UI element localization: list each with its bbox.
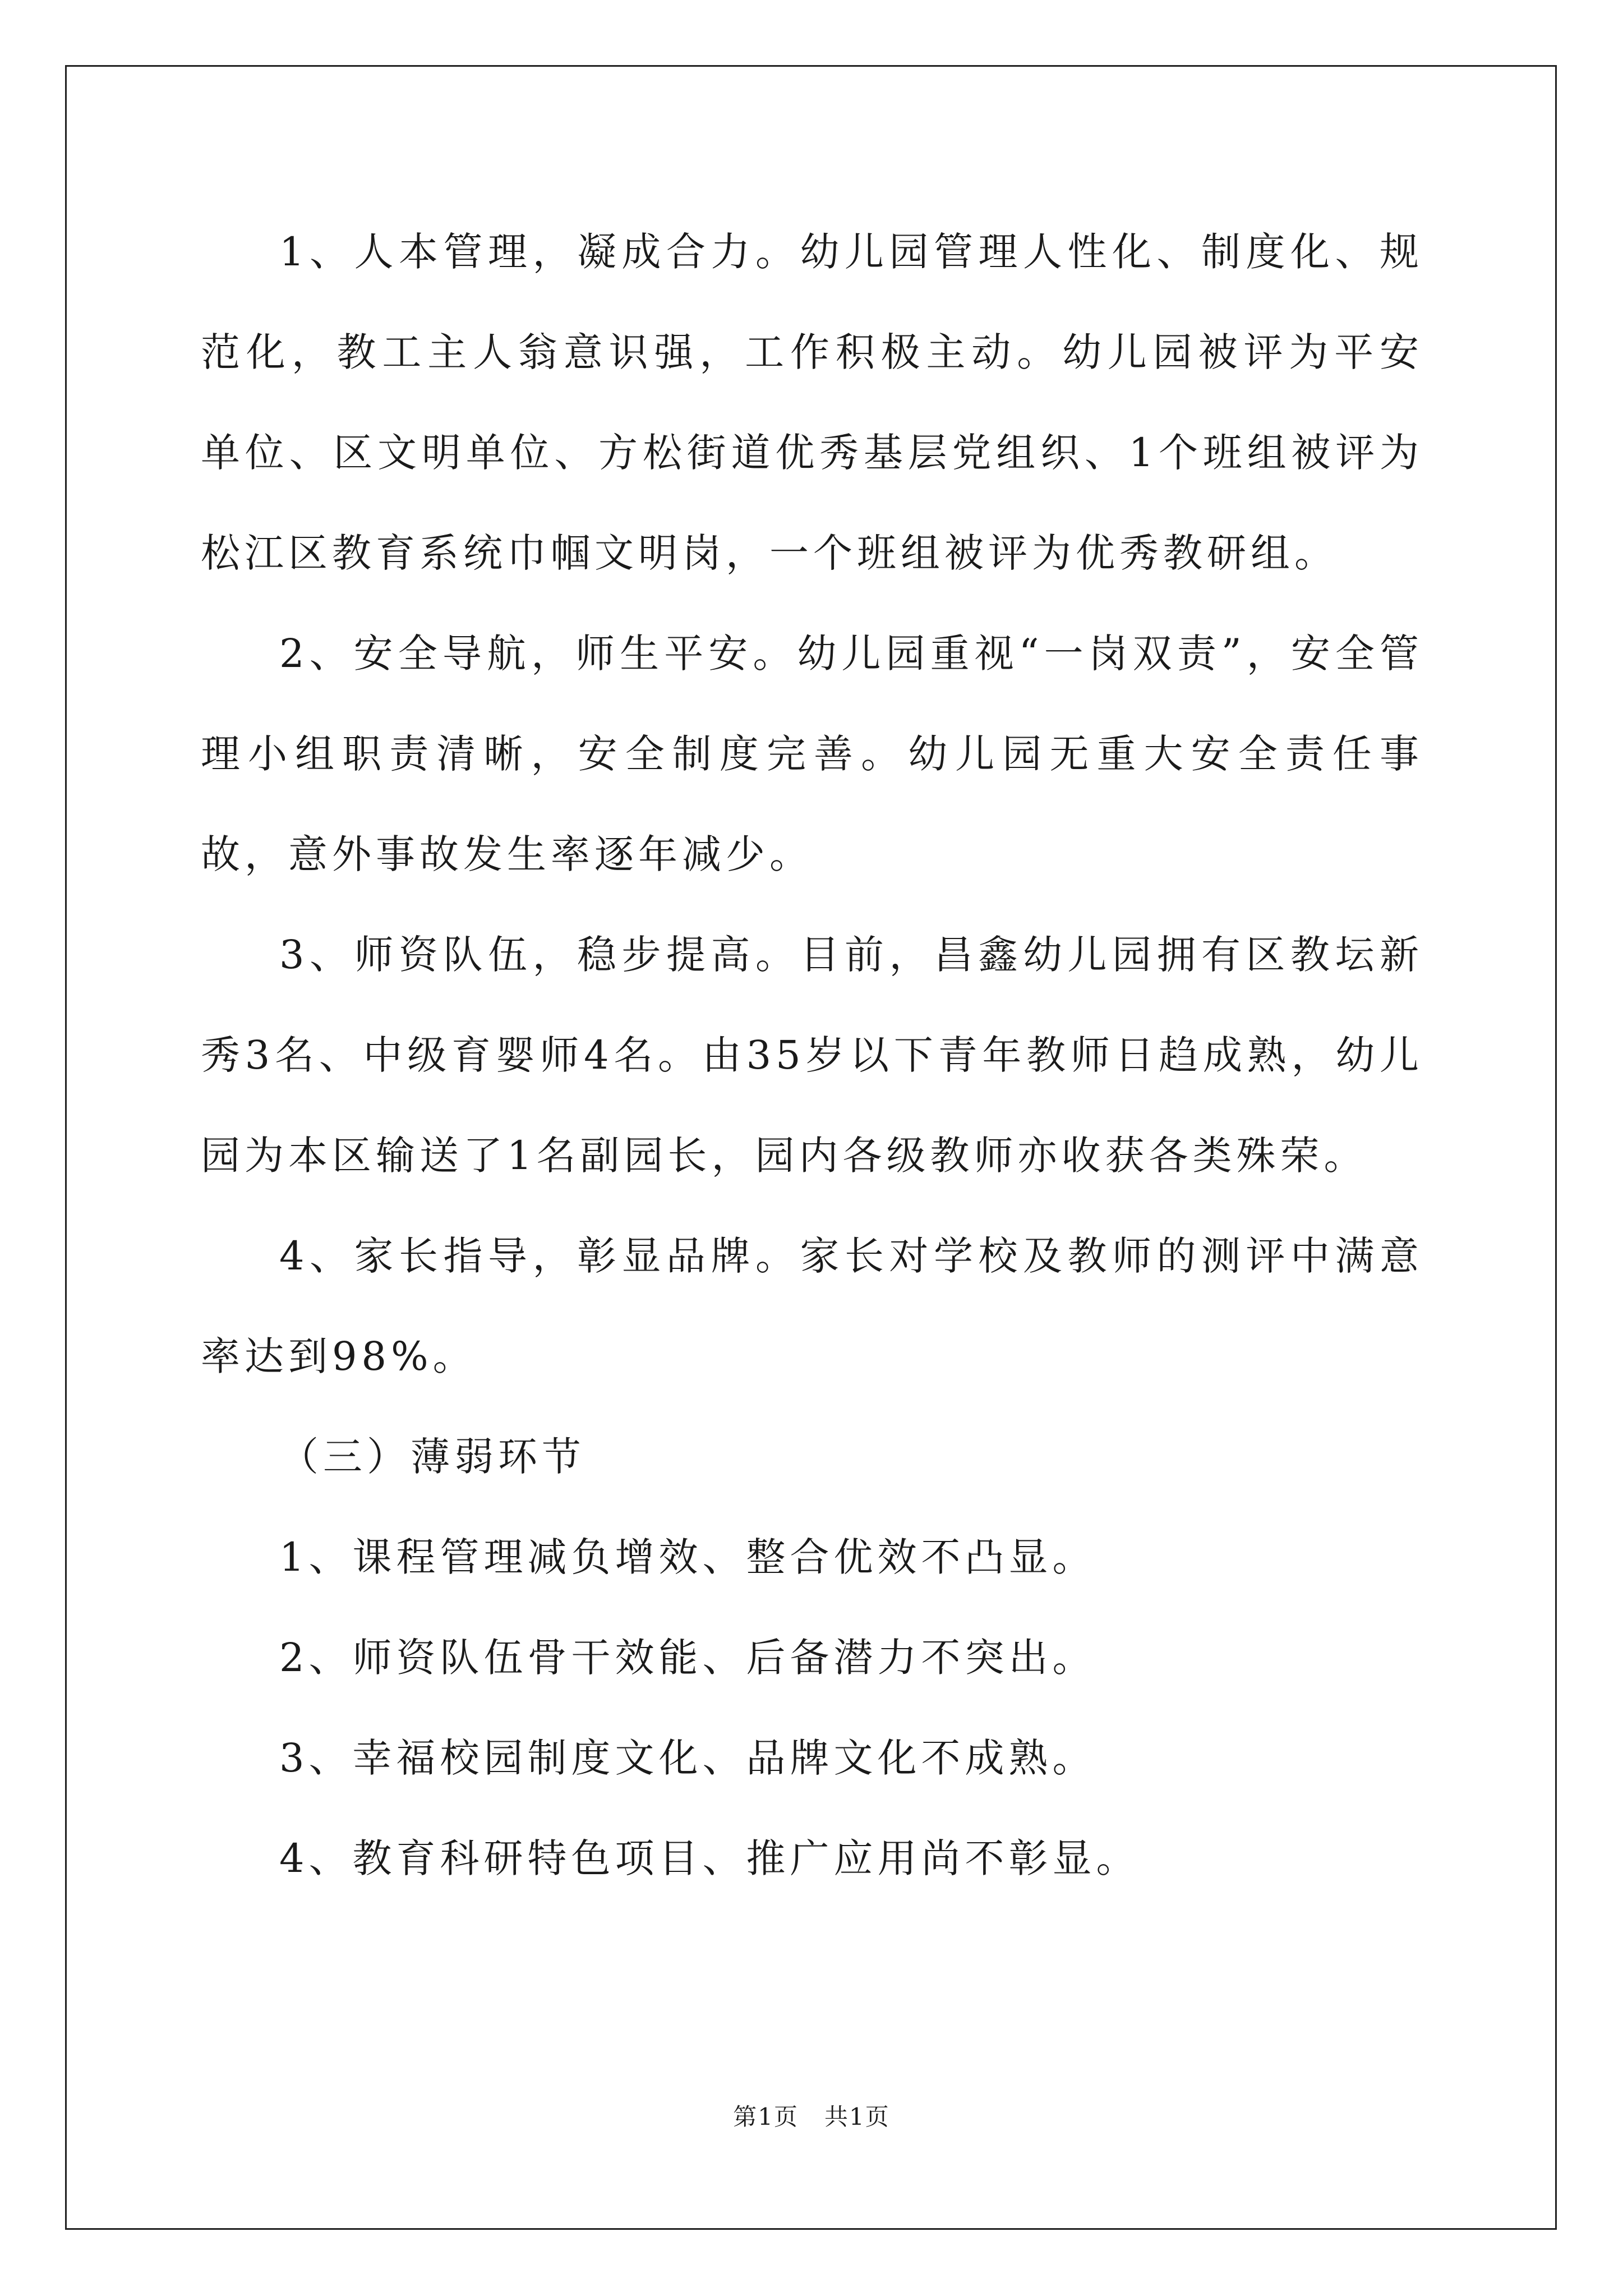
section-heading-weaknesses: （三）薄弱环节 <box>279 1434 585 1480</box>
page-footer <box>0 2100 1623 2134</box>
paragraph-weakness-2: 2、师资队伍骨干效能、后备潜力不突出。 <box>279 1635 1096 1681</box>
page-number: 第1页 <box>733 2103 799 2131</box>
document-body <box>201 202 1423 1909</box>
paragraph-weakness-3: 3、幸福校园制度文化、品牌文化不成熟。 <box>279 1735 1096 1781</box>
paragraph-weakness-4: 4、教育科研特色项目、推广应用尚不彰显。 <box>279 1835 1140 1881</box>
paragraph-achievement-4: 4、家长指导，彰显品牌。家长对学校及教师的测评中满意率达到98%。 <box>201 1233 1423 1379</box>
paragraph-achievement-3: 3、师资队伍，稳步提高。目前，昌鑫幼儿园拥有区教坛新秀3名、中级育婴师4名。由35岁以下青年教师日趋成熟，幼儿园为本区输送了1名副园长，园内各级教师亦收获各类殊荣。 <box>201 932 1423 1179</box>
paragraph-achievement-1: 1、人本管理，凝成合力。幼儿园管理人性化、制度化、规范化，教工主人翁意识强，工作积极主动。幼儿园被评为平安单位、区文明单位、方松街道优秀基层党组织、1个班组被评为松江区教育系统巾帼文明岗，一个班组被评为优秀教研组。 <box>201 229 1423 576</box>
paragraph-weakness-1: 1、课程管理减负增效、整合优效不凸显。 <box>279 1534 1096 1580</box>
page-total: 共1页 <box>824 2103 890 2131</box>
paragraph-achievement-2: 2、安全导航，师生平安。幼儿园重视“一岗双责”，安全管理小组职责清晰，安全制度完善。幼儿园无重大安全责任事故，意外事故发生率逐年减少。 <box>201 631 1423 877</box>
